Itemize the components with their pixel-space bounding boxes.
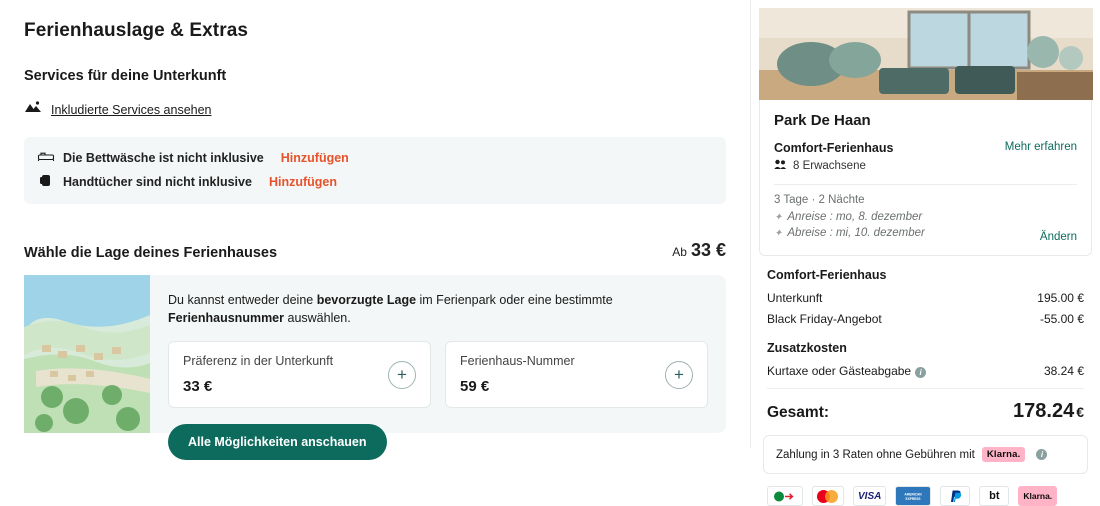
- svg-text:EXPRESS: EXPRESS: [905, 496, 921, 501]
- price-row-label: Kurtaxe oder Gästeabgabe: [767, 364, 912, 378]
- notice-add-link[interactable]: Hinzufügen: [280, 150, 349, 165]
- total-currency: €: [1076, 404, 1084, 420]
- price-row-label-wrap: [767, 364, 926, 378]
- price-row-value: -55.00 €: [1039, 312, 1084, 326]
- price-row: [767, 312, 1084, 326]
- total-label: Gesamt:: [767, 404, 830, 421]
- dates-block: [774, 194, 925, 243]
- option-price: 33 €: [183, 378, 213, 396]
- paypal-icon: [940, 486, 970, 506]
- klarna-installments-box[interactable]: [763, 435, 1088, 474]
- view-all-options-button[interactable]: Alle Möglichkeiten anschauen: [168, 424, 387, 460]
- summary-divider: [774, 184, 1077, 185]
- services-link-label[interactable]: Inkludierte Services ansehen: [51, 102, 212, 117]
- total-row: [751, 389, 1100, 435]
- add-preference-button[interactable]: +: [388, 361, 416, 389]
- option-label: Ferienhaus-Nummer: [460, 354, 575, 369]
- guests-label: 8 Erwachsene: [793, 160, 866, 172]
- departure-date: [774, 227, 925, 239]
- klarna-text: Zahlung in 3 Raten ohne Gebühren mit: [776, 448, 975, 461]
- notice-text: Handtücher sind nicht inklusive: [63, 175, 252, 189]
- park-name: Park De Haan: [774, 112, 871, 129]
- booking-summary-sidebar: [750, 0, 1100, 502]
- price-block-title: Comfort-Ferienhaus: [767, 268, 887, 282]
- stay-summary: 3 Tage · 2 Nächte: [774, 194, 865, 206]
- option-price: 59 €: [460, 378, 490, 396]
- page-title: Ferienhauslage & Extras: [24, 20, 249, 41]
- desc-part-2: im Ferienpark oder eine bestimmte: [416, 293, 613, 307]
- bancontact-icon: bt: [979, 486, 1009, 506]
- visa-icon: VISA: [853, 486, 886, 506]
- location-section-title: Wähle die Lage deines Ferienhauses: [24, 245, 278, 261]
- notice-row: [38, 150, 712, 165]
- change-dates-link[interactable]: Ändern: [1039, 231, 1077, 243]
- bullet-icon: ✦: [774, 211, 783, 223]
- mastercard-circles: [817, 490, 839, 503]
- location-card-body: [150, 275, 726, 450]
- mountain-icon: [24, 100, 42, 119]
- notice-text: Die Bettwäsche ist nicht inklusive: [63, 150, 264, 165]
- departure-label: Abreise : mi, 10. dezember: [787, 227, 925, 239]
- booking-summary-card: [759, 100, 1092, 256]
- location-section-header: [24, 240, 726, 261]
- accommodation-type: Comfort-Ferienhaus: [774, 141, 894, 155]
- price-row-label: Unterkunft: [767, 291, 823, 305]
- klarna-icon: Klarna.: [1018, 486, 1057, 506]
- price-prefix: Ab: [672, 245, 687, 259]
- info-icon[interactable]: i: [1036, 449, 1047, 460]
- arrival-label: Anreise : mo, 8. dezember: [787, 211, 923, 223]
- total-value: [1013, 400, 1084, 423]
- desc-bold-1: bevorzugte Lage: [316, 293, 417, 307]
- desc-bold-2: Ferienhausnummer: [168, 311, 285, 326]
- desc-part-3: auswählen.: [284, 311, 351, 326]
- accommodation-row: [774, 141, 1077, 173]
- price-row-label: Black Friday-Angebot: [767, 312, 882, 326]
- guests-row: [774, 159, 893, 173]
- location-card: [24, 275, 726, 450]
- location-from-price: [672, 240, 726, 261]
- park-map-thumbnail[interactable]: [24, 275, 150, 433]
- spacer: [767, 333, 1084, 341]
- guests-icon: [774, 159, 787, 173]
- payment-methods: [751, 474, 1100, 506]
- giropay-icon: [767, 486, 803, 506]
- info-icon[interactable]: i: [915, 367, 926, 378]
- option-card-preference[interactable]: [168, 341, 431, 408]
- services-link-row[interactable]: [24, 100, 726, 119]
- price-breakdown: [751, 256, 1100, 378]
- notice-row: [38, 174, 712, 190]
- bed-icon: [38, 150, 54, 165]
- option-card-house-number[interactable]: [445, 341, 708, 408]
- klarna-logo-icon: Klarna.: [982, 447, 1026, 462]
- price-block-title: Zusatzkosten: [767, 341, 847, 355]
- towel-icon: [38, 174, 54, 190]
- bullet-icon: ✦: [774, 227, 783, 239]
- mastercard-icon: [812, 486, 844, 506]
- option-label: Präferenz in der Unterkunft: [183, 354, 334, 369]
- price-value: 33 €: [690, 240, 726, 260]
- location-description: [168, 291, 708, 327]
- price-row: [767, 364, 1084, 378]
- services-heading: Services für deine Unterkunft: [24, 68, 227, 84]
- add-house-number-button[interactable]: +: [665, 361, 693, 389]
- total-amount: 178.24: [1013, 400, 1075, 422]
- location-options: [168, 341, 708, 408]
- svg-text:AMERICAN: AMERICAN: [904, 492, 922, 497]
- price-row-value: 38.24 €: [1043, 364, 1084, 378]
- notice-add-link[interactable]: Hinzufügen: [268, 175, 337, 189]
- dates-row: [774, 194, 1077, 243]
- amex-icon: [895, 486, 931, 506]
- more-info-link[interactable]: Mehr erfahren: [1004, 141, 1077, 153]
- price-row-value: 195.00 €: [1037, 291, 1084, 305]
- desc-part-1: Du kannst entweder deine: [168, 293, 317, 307]
- price-row: [767, 291, 1084, 305]
- arrival-date: [774, 211, 925, 223]
- accommodation-photo[interactable]: [759, 8, 1092, 100]
- notice-box: [24, 137, 726, 204]
